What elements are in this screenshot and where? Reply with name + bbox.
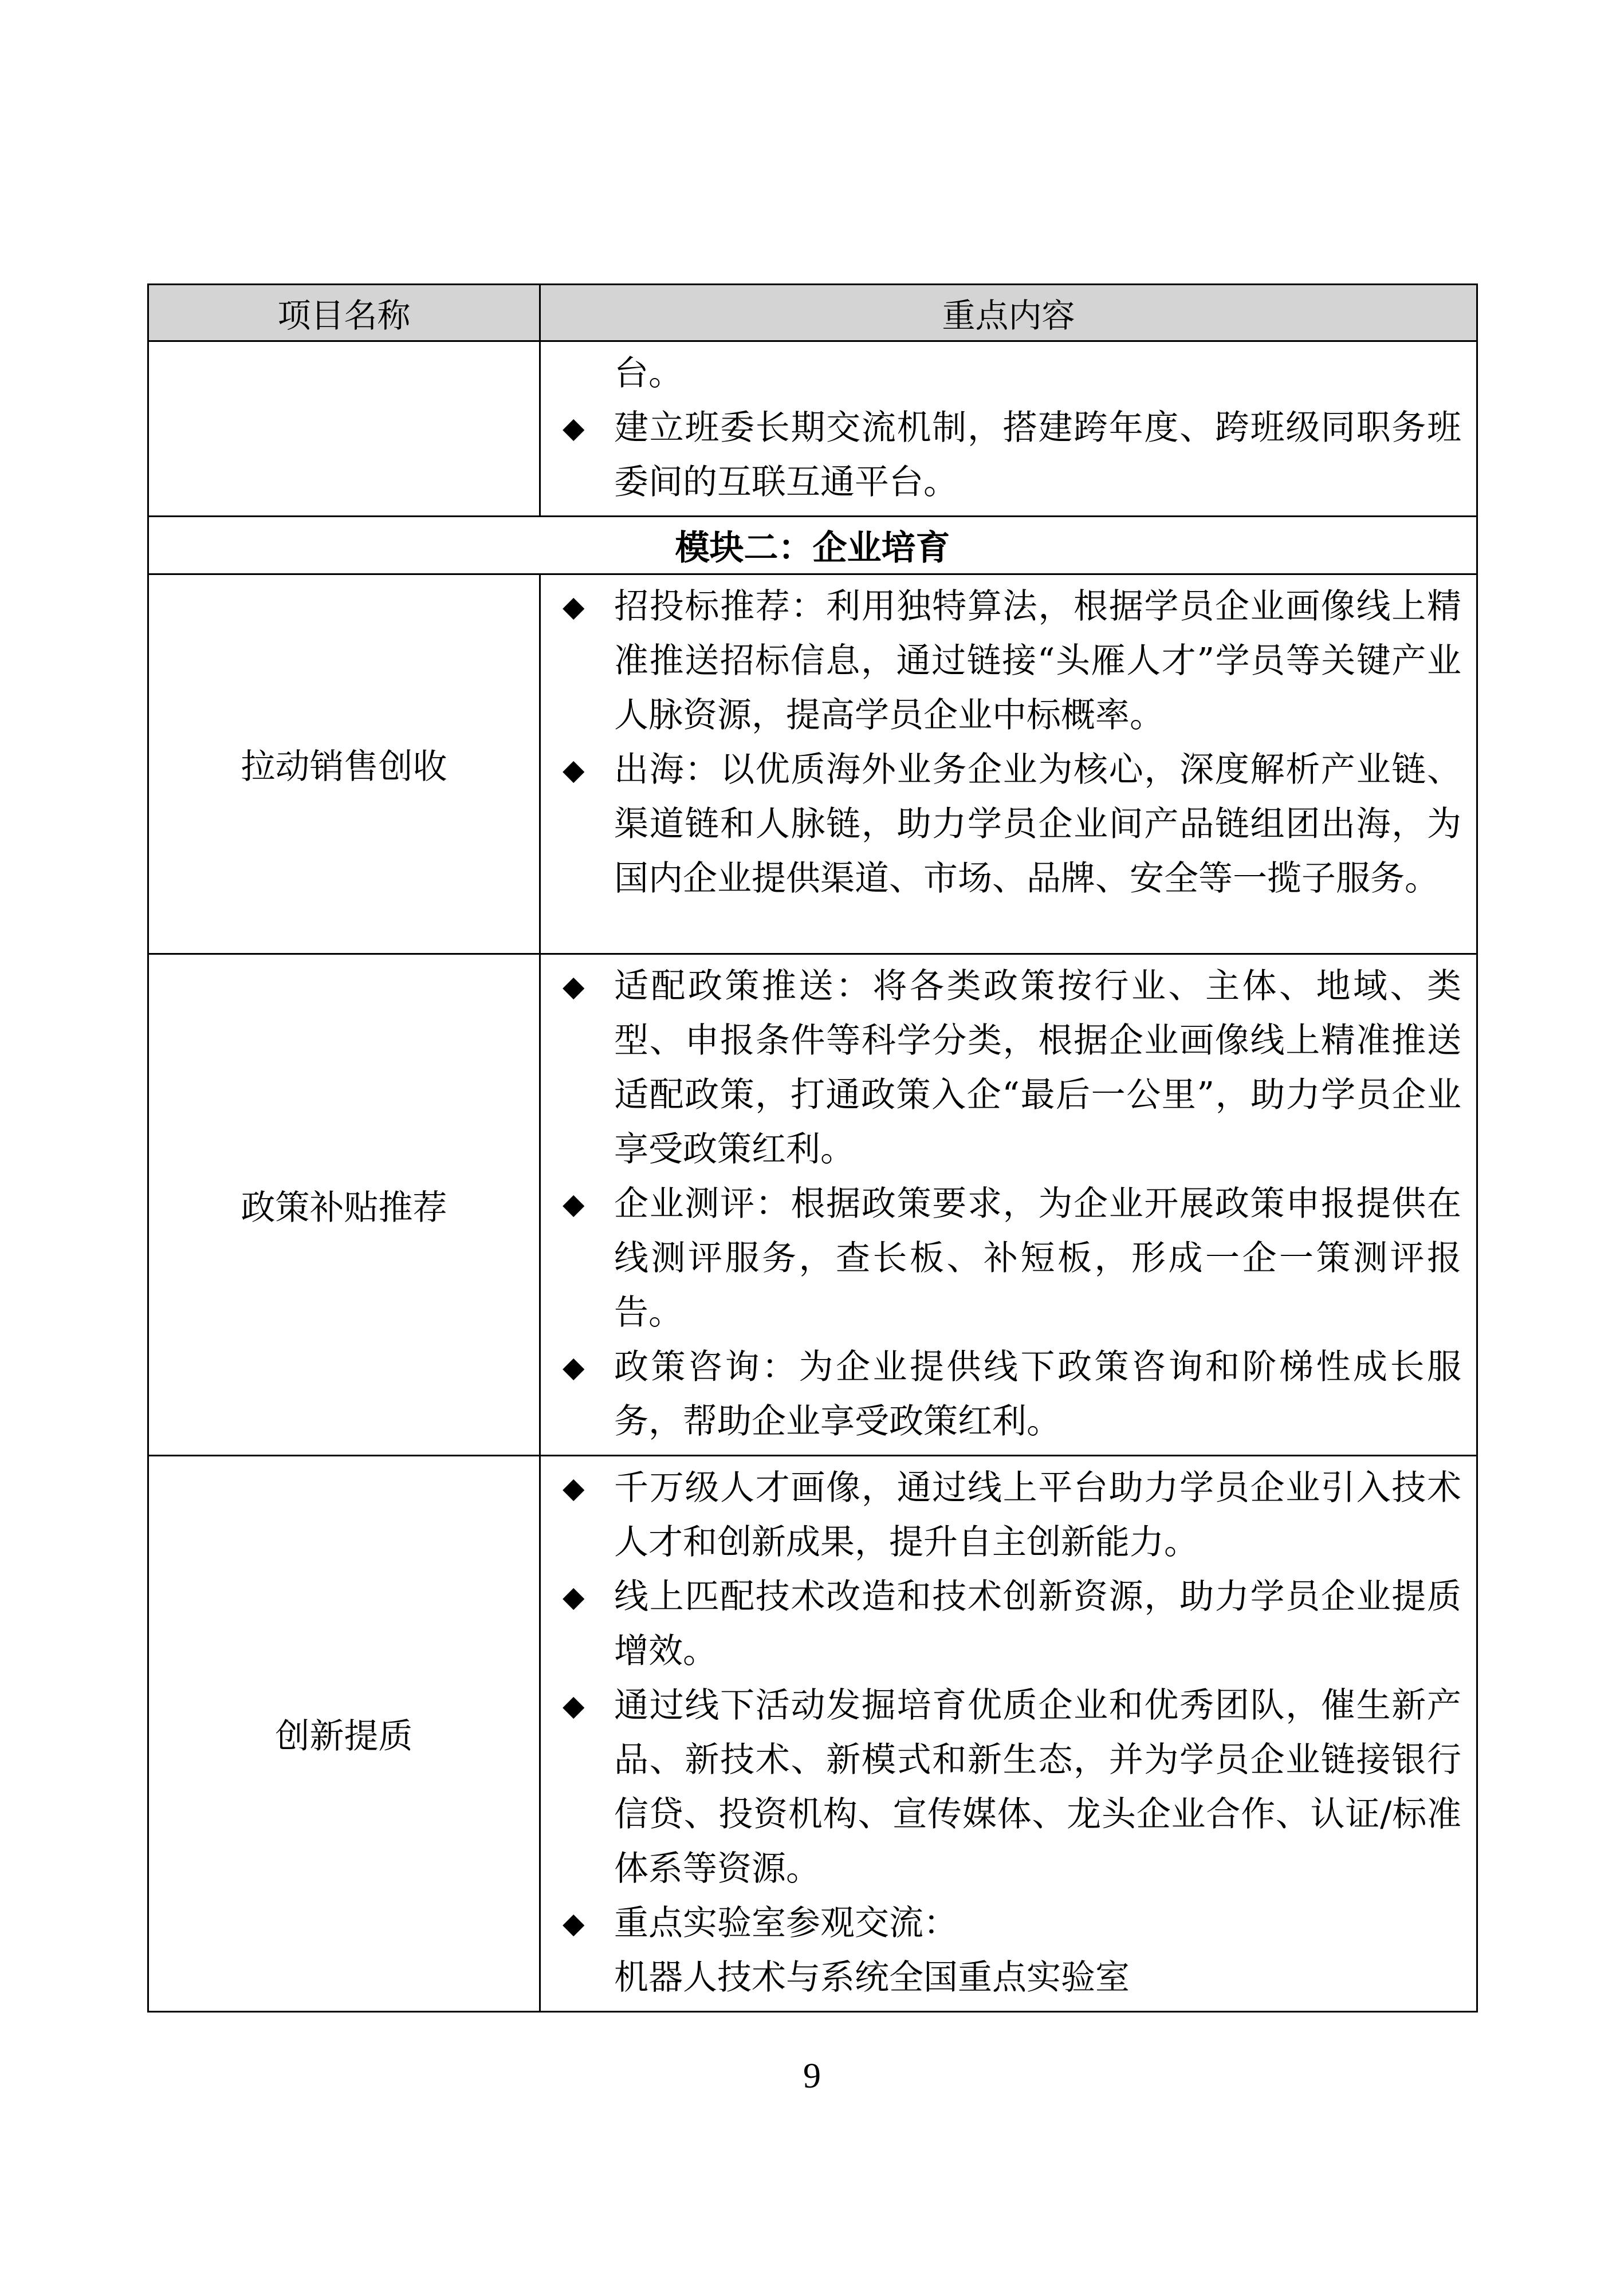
content-text: 千万级人才画像，通过线上平台助力学员企业引入技术人才和创新成果，提升自主创新能力。 [614,1468,1461,1562]
project-name-cell: 创新提质 [148,1456,540,2012]
content-item [558,1461,1461,1570]
content-item [558,1679,1461,1896]
content-item [558,401,1461,510]
table-row [148,341,1477,517]
diamond-bullet-icon: ◆ [563,1907,585,1940]
content-item [558,1570,1461,1679]
content-text: 企业测评：根据政策要求，为企业开展政策申报提供在线测评服务，查长板、补短板，形成一企一策测评报告。 [614,1184,1461,1333]
content-item [558,580,1461,743]
content-table [147,283,1478,2013]
content-text: 机器人技术与系统全国重点实验室 [614,1958,1130,1998]
project-name-cell: 政策补贴推荐 [148,954,540,1456]
table-row [148,1456,1477,2012]
content-cell [540,954,1477,1456]
content-text: 台。 [614,353,683,393]
diamond-bullet-icon: ◆ [563,1689,585,1722]
content-item [558,959,1461,1177]
content-text: 政策咨询：为企业提供线下政策咨询和阶梯性成长服务，帮助企业享受政策红利。 [614,1347,1461,1442]
content-text: 招投标推荐：利用独特算法，根据学员企业画像线上精准推送招标信息，通过链接“头雁人才”学员等关键产业人脉资源，提高学员企业中标概率。 [614,586,1461,735]
content-text: 建立班委长期交流机制，搭建跨年度、跨班级同职务班委间的互联互通平台。 [614,408,1461,502]
content-cell [540,574,1477,954]
diamond-bullet-icon: ◆ [563,1471,585,1505]
content-cell [540,1456,1477,2012]
content-item [558,1177,1461,1340]
content-text: 重点实验室参观交流： [614,1903,958,1943]
diamond-bullet-icon: ◆ [563,411,585,444]
content-line [558,1951,1461,2005]
table-row [148,954,1477,1456]
diamond-bullet-icon: ◆ [563,753,585,786]
diamond-bullet-icon: ◆ [563,1580,585,1613]
content-item [558,1896,1461,1951]
diamond-bullet-icon: ◆ [563,1187,585,1220]
content-text: 适配政策推送：将各类政策按行业、主体、地域、类型、申报条件等科学分类，根据企业画像线上精准推送适配政策，打通政策入企“最后一公里”，助力学员企业享受政策红利。 [614,966,1461,1169]
content-item [558,743,1461,906]
content-text: 通过线下活动发掘培育优质企业和优秀团队，催生新产品、新技术、新模式和新生态，并为学员企业链接银行信贷、投资机构、宣传媒体、龙头企业合作、认证/标准体系等资源。 [614,1685,1461,1889]
project-name-cell [148,341,540,517]
header-project-name: 项目名称 [148,285,540,341]
content-cell [540,341,1477,517]
module-title: 模块二：企业培育 [148,517,1477,574]
project-name-cell: 拉动销售创收 [148,574,540,954]
table-header-row [148,285,1477,341]
page-number: 9 [803,2057,821,2096]
diamond-bullet-icon: ◆ [563,1350,585,1384]
content-line [558,346,1461,401]
content-text: 线上匹配技术改造和技术创新资源，助力学员企业提质增效。 [614,1577,1461,1671]
table-row [148,574,1477,954]
diamond-bullet-icon: ◆ [563,970,585,1003]
content-item [558,1340,1461,1449]
diamond-bullet-icon: ◆ [563,590,585,623]
module-title-row [148,517,1477,574]
header-key-content: 重点内容 [540,285,1477,341]
content-text: 出海：以优质海外业务企业为核心，深度解析产业链、渠道链和人脉链，助力学员企业间产品链组团出海，为国内企业提供渠道、市场、品牌、安全等一揽子服务。 [614,750,1461,899]
